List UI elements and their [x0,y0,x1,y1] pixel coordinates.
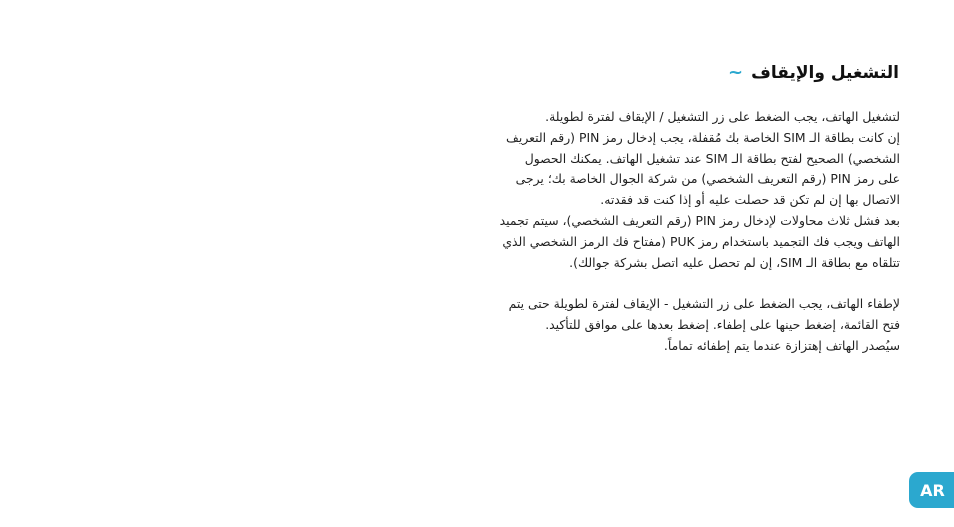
paragraph-line: إن كانت بطاقة الـ SIM الخاصة بك مُقفلة، يجب إدخال رمز PIN (رقم التعريف [506,129,900,145]
paragraph-line: الهاتف ويجب فك التجميد باستخدام رمز PUK (مفتاح فك الرمز الشخصي الذي [502,233,900,249]
section-title: التشغيل والإيقاف [751,62,899,83]
tilde-marker-icon: ~ [728,62,744,83]
paragraph-line: لتشغيل الهاتف، يجب الضغط على زر التشغيل / الإيقاف لفترة لطويلة. [545,109,900,124]
paragraph-spacer [470,273,900,294]
paragraph-line: تتلقاه مع بطاقة الـ SIM، إن لم تحصل عليه اتصل بشركة جوالك). [569,254,900,270]
language-tab-label: AR [920,480,945,500]
language-tab[interactable] [909,472,954,508]
paragraph-line: فتح القائمة، إضغط حينها على إطفاء. إضغط بعدها على موافق للتأكيد. [545,316,900,332]
paragraph-line: لإطفاء الهاتف، يجب الضغط على زر التشغيل - الإيقاف لفترة لطويلة حتى يتم [508,296,900,312]
section-body [470,107,900,357]
paragraph-line: الاتصال بها إن لم تكن قد حصلت عليه أو إذا كنت قد فقدته. [600,192,900,208]
paragraph-line: على رمز PIN (رقم التعريف الشخصي) من شركة الجوال الخاصة بك؛ يرجى [515,171,900,187]
paragraph-line: بعد فشل ثلاث محاولات لإدخال رمز PIN (رقم التعريف الشخصي)، سيتم تجميد [499,212,900,228]
section-heading [728,62,899,83]
paragraph-line: سيُصدر الهاتف إهتزازة عندما يتم إطفائه تماماً. [663,337,900,353]
paragraph-line: الشخصي) الصحيح لفتح بطاقة الـ SIM عند تشغيل الهاتف. يمكنك الحصول [524,150,900,166]
